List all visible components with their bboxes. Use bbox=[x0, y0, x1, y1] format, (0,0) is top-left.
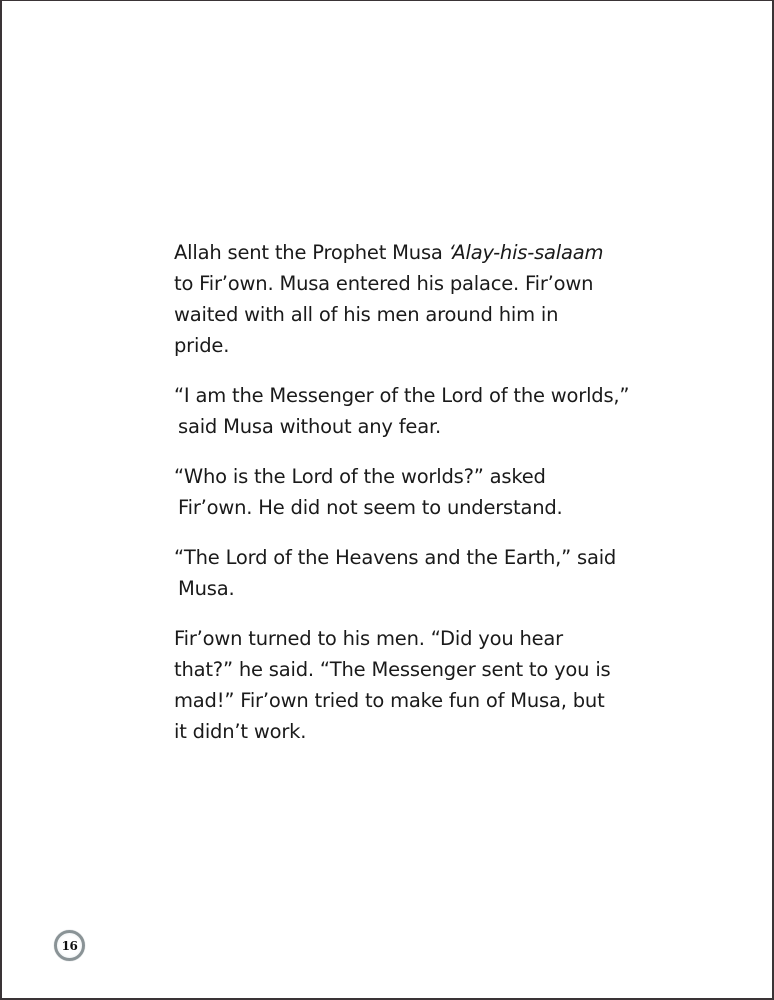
text-span: Allah sent the Prophet Musa bbox=[174, 241, 449, 264]
paragraph-4 bbox=[174, 542, 644, 604]
page-number-badge bbox=[54, 930, 85, 961]
paragraph-3 bbox=[174, 461, 644, 523]
text-line: waited with all of his men around him in bbox=[174, 303, 559, 326]
story-text bbox=[174, 237, 644, 766]
text-line: that?” he said. “The Messenger sent to you is bbox=[174, 658, 611, 681]
text-line: “The Lord of the Heavens and the Earth,” said bbox=[174, 546, 617, 569]
text-line: “I am the Messenger of the Lord of the worlds,” bbox=[174, 384, 630, 407]
page-number: 16 bbox=[61, 938, 78, 953]
paragraph-2 bbox=[174, 380, 644, 442]
text-line: to Fir’own. Musa entered his palace. Fir’own bbox=[174, 272, 594, 295]
text-line: “Who is the Lord of the worlds?” asked bbox=[174, 465, 546, 488]
honorific-italic: ‘Alay-his-salaam bbox=[448, 241, 604, 264]
text-line: Fir’own turned to his men. “Did you hear bbox=[174, 627, 563, 650]
text-line: said Musa without any fear. bbox=[178, 415, 441, 438]
paragraph-5 bbox=[174, 623, 644, 747]
text-line bbox=[174, 237, 644, 268]
text-line: mad!” Fir’own tried to make fun of Musa, but bbox=[174, 689, 605, 712]
text-line: it didn’t work. bbox=[174, 720, 307, 743]
text-line: Musa. bbox=[178, 577, 235, 600]
paragraph-1 bbox=[174, 237, 644, 361]
text-line: Fir’own. He did not seem to understand. bbox=[178, 496, 563, 519]
text-line: pride. bbox=[174, 334, 230, 357]
